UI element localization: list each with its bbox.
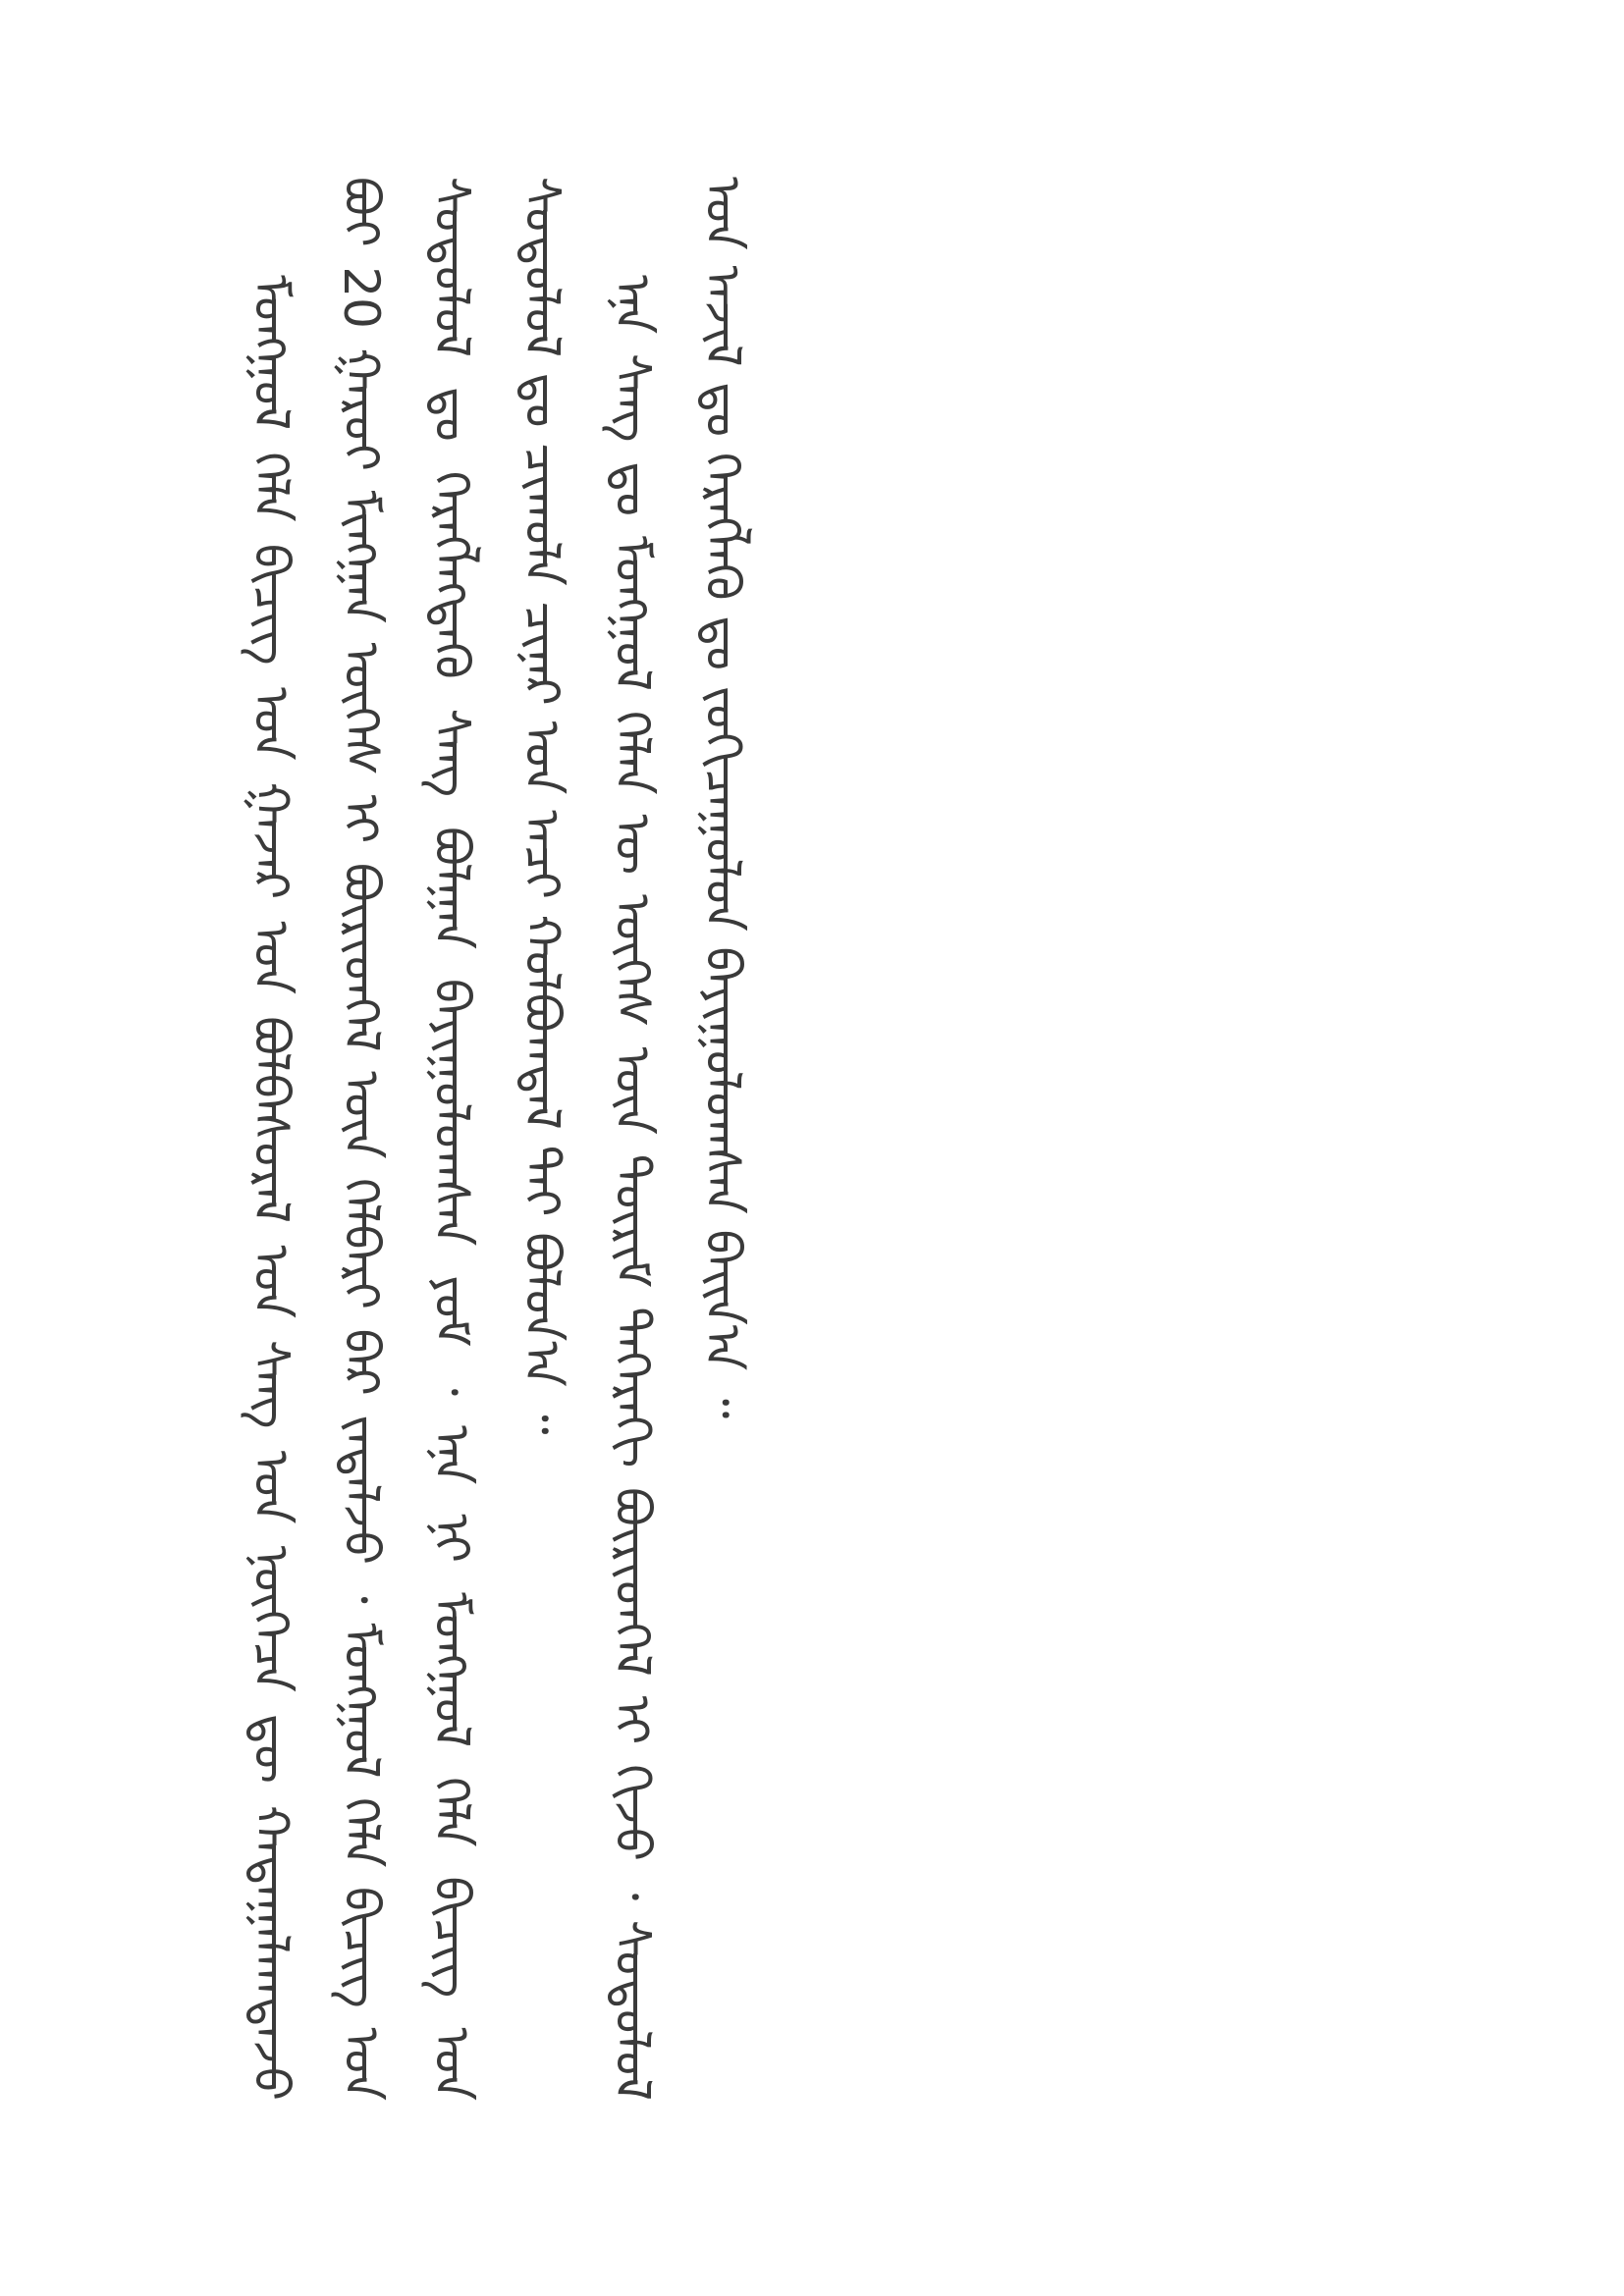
paragraph-1: ᠮᠣᠩᠭᠣᠯ ᠬᠡᠯᠡ ᠪᠢᠴᠢᠭ᠌ ᠤᠨ ᠭᠠᠵᠠᠷ ᠤᠨ ᠪᠣᠯᠪᠠᠰᠤᠷᠠᠯ ᠤᠨ ᠰᠠᠩ ᠤᠨ ᠨᠥᠭᠡᠴᠡ ᠳᠦ ᠬᠠᠳᠠᠭᠠᠯᠠᠭᠳᠠᠵᠤ ᠪᠤᠢ 20 ᠭᠠᠷᠤᠢ ᠮᠢᠩᠭᠠᠨ ᠦᠭᠡᠰ ᠢ ᠪᠦᠷᠢᠳᠬᠡᠯ ᠦᠨ ᠬᠡᠯᠪᠡᠷᠢ ᠪᠡᠷ ᠵᠠᠳᠠᠯᠵᠤ ᠂ ᠮᠣᠩᠭᠣᠯ ᠬᠡᠯᠡ ᠪᠢᠴᠢᠭ᠌ ᠤᠨ ᠰᠤᠳᠤᠯᠤᠯ ᠳᠤ ᠬᠡᠷᠡᠭᠯᠡᠭᠳᠡᠬᠦ ᠰᠠᠩ ᠪᠣᠯᠭᠠᠨ ᠪᠠᠶᠢᠭᠤᠯᠤᠭᠰᠠᠨ ᠶᠤᠮ ᠂ ᠡᠨᠡ ᠨᠢ ᠮᠣᠩᠭᠣᠯ ᠬᠡᠯᠡ ᠪᠢᠴᠢᠭ᠌ ᠤᠨ ᠰᠤᠳᠤᠯᠤᠯ ᠳᠤ ᠴᠢᠬᠤᠯᠠ ᠴᠢᠨᠠᠷ ᠤᠨ ᠠᠴᠢ ᠬᠣᠯᠪᠣᠭᠳᠠᠯ ᠲᠠᠢ ᠪᠣᠯᠤᠨ᠎ᠠ ᠃	[243, 177, 570, 2101]
paragraph-2: ᠡᠨᠡ ᠰᠠᠩ ᠳᠤ ᠮᠣᠩᠭᠣᠯ ᠬᠡᠯᠡᠨ ᠦ ᠦᠭᠡᠰ ᠦᠨ ᠳᠦᠷᠢᠮ ᠳᠡᠭᠡᠷᠡᠬᠢ ᠪᠦᠷᠢᠳᠬᠡᠯ ᠢ ᠬᠢᠵᠦ ᠂ ᠰᠤᠳᠤᠯᠤᠯ ᠤᠨ ᠠᠵᠢᠯ ᠳᠤ ᠬᠡᠷᠡᠭᠯᠡᠬᠦ ᠳᠤ ᠵᠣᠬᠢᠴᠠᠭᠤᠯᠤᠨ ᠪᠠᠶᠢᠭᠤᠯᠤᠭᠰᠠᠨ ᠪᠠᠢᠨ᠎ᠠ ᠃	[604, 177, 751, 2101]
vertical-mongolian-text	[226, 177, 1394, 2101]
